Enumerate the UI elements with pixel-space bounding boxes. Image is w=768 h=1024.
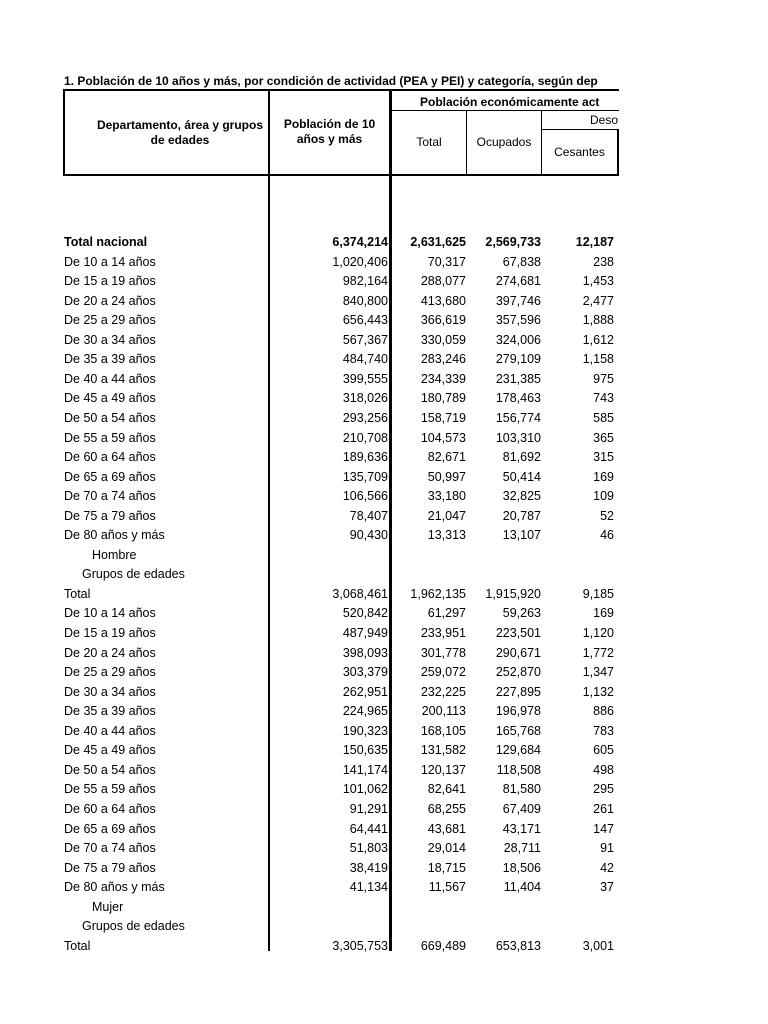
cell-cesantes: 365 [593, 430, 614, 445]
table-row [0, 878, 768, 898]
row-label: Total [64, 586, 91, 601]
row-label: De 75 a 79 años [64, 508, 156, 523]
cell-total: 13,313 [427, 528, 466, 543]
header-cesantes: Cesantes [554, 145, 605, 159]
cell-total: 131,582 [420, 743, 466, 758]
cell-cesantes: 12,187 [575, 235, 614, 249]
cell-ocupados: 279,109 [495, 352, 541, 367]
table-row [0, 429, 768, 449]
cell-cesantes: 1,120 [582, 626, 614, 640]
cell-cesantes: 1,888 [582, 313, 614, 328]
cell-poblacion: 101,062 [342, 782, 388, 797]
pea-underline [391, 110, 619, 111]
cell-cesantes: 1,347 [582, 665, 614, 680]
cell-cesantes: 42 [600, 860, 614, 875]
cell-cesantes: 9,185 [582, 586, 614, 601]
cell-cesantes: 605 [593, 743, 614, 758]
cell-total: 158,719 [420, 410, 466, 425]
cell-ocupados: 178,463 [495, 391, 541, 406]
cell-total: 104,573 [420, 430, 466, 445]
row-label: De 65 a 69 años [64, 821, 156, 836]
cell-ocupados: 13,107 [502, 528, 541, 543]
row-label: De 60 a 64 años [64, 450, 156, 465]
row-label: De 15 a 19 años [64, 274, 156, 289]
cell-poblacion: 567,367 [342, 332, 388, 347]
row-label: De 50 a 54 años [64, 762, 156, 777]
row-label: De 15 a 19 años [64, 626, 156, 640]
cell-poblacion: 982,164 [342, 274, 388, 289]
table-row [0, 507, 768, 527]
row-label: De 30 a 34 años [64, 332, 156, 347]
cell-ocupados: 223,501 [495, 626, 541, 640]
cell-ocupados: 20,787 [502, 508, 541, 523]
cell-ocupados: 81,692 [502, 450, 541, 465]
table-row [0, 350, 768, 370]
cell-cesantes: 147 [593, 821, 614, 836]
header-desocupados: Deso [590, 113, 619, 127]
cell-poblacion: 487,949 [342, 626, 388, 640]
cell-total: 29,014 [427, 841, 466, 856]
cell-poblacion: 840,800 [342, 293, 388, 308]
cell-cesantes: 498 [593, 762, 614, 777]
cell-cesantes: 1,612 [582, 332, 614, 347]
desoc-underline [542, 129, 619, 130]
table-row [0, 722, 768, 742]
table-row [0, 253, 768, 273]
cell-cesantes: 585 [593, 410, 614, 425]
cell-total: 330,059 [420, 332, 466, 347]
row-label: De 30 a 34 años [64, 684, 156, 699]
cell-total: 233,951 [420, 626, 466, 640]
cell-poblacion: 64,441 [349, 821, 388, 836]
cell-poblacion: 399,555 [342, 371, 388, 386]
row-label: De 35 a 39 años [64, 352, 156, 367]
cell-total: 232,225 [420, 684, 466, 699]
header-top-border [63, 89, 619, 91]
table-row [0, 683, 768, 703]
table-row [0, 468, 768, 488]
cell-ocupados: 28,711 [503, 841, 541, 856]
cell-ocupados: 129,684 [495, 743, 541, 758]
table-row [0, 526, 768, 546]
table-row [0, 604, 768, 624]
table-row [0, 389, 768, 409]
table-row [0, 409, 768, 429]
cell-poblacion: 51,803 [349, 841, 388, 856]
row-label: De 45 a 49 años [64, 743, 156, 758]
cell-poblacion: 6,374,214 [332, 235, 388, 249]
cell-poblacion: 78,407 [349, 508, 388, 523]
cell-ocupados: 324,006 [495, 332, 541, 347]
cell-cesantes: 783 [593, 723, 614, 738]
table-title: 1. Población de 10 años y más, por condición de actividad (PEA y PEI) y categoría, según dep [64, 74, 598, 88]
table-row [0, 820, 768, 840]
table-row [0, 487, 768, 507]
cell-total: 68,255 [427, 801, 466, 816]
header-dept: Departamento, área y grupos de edades [96, 118, 264, 147]
cell-cesantes: 169 [593, 469, 614, 484]
row-label: De 80 años y más [64, 880, 165, 895]
row-label: De 10 a 14 años [64, 254, 156, 269]
cell-cesantes: 91 [600, 841, 614, 856]
cell-poblacion: 141,174 [342, 762, 388, 777]
table-row [0, 780, 768, 800]
cell-total: 180,789 [420, 391, 466, 406]
table-row [0, 839, 768, 859]
cell-total: 18,715 [427, 860, 466, 875]
cell-total: 259,072 [420, 665, 466, 680]
cell-ocupados: 50,414 [502, 469, 541, 484]
row-label: De 60 a 64 años [64, 801, 156, 816]
table-row [0, 898, 768, 918]
row-label: Total nacional [64, 235, 148, 249]
cell-ocupados: 274,681 [495, 274, 541, 289]
row-label: Grupos de edades [82, 919, 185, 934]
table-row [0, 233, 768, 253]
cell-cesantes: 37 [600, 880, 614, 895]
cell-ocupados: 397,746 [495, 293, 541, 308]
cell-total: 11,567 [428, 880, 466, 895]
row-label: De 70 a 74 años [64, 489, 156, 504]
cell-ocupados: 11,404 [503, 880, 541, 895]
cell-total: 1,962,135 [410, 586, 466, 601]
cell-ocupados: 81,580 [502, 782, 541, 797]
cell-cesantes: 1,453 [582, 274, 614, 289]
table-row [0, 292, 768, 312]
cell-poblacion: 189,636 [342, 450, 388, 465]
table-row [0, 800, 768, 820]
cell-poblacion: 1,020,406 [332, 254, 388, 269]
cell-poblacion: 41,134 [349, 880, 388, 895]
header-ocupados: Ocupados [476, 135, 532, 149]
cell-cesantes: 2,477 [582, 293, 614, 308]
cell-total: 234,339 [420, 371, 466, 386]
row-label: Hombre [92, 547, 137, 562]
cell-poblacion: 262,951 [342, 684, 388, 699]
cell-ocupados: 252,870 [495, 665, 541, 680]
cell-poblacion: 293,256 [342, 410, 388, 425]
cell-ocupados: 231,385 [495, 371, 541, 386]
table-row [0, 624, 768, 644]
header-pob: Población de 10 años y más [283, 117, 376, 146]
table-row [0, 702, 768, 722]
table-row [0, 741, 768, 761]
row-label: De 50 a 54 años [64, 410, 156, 425]
row-label: De 65 a 69 años [64, 469, 156, 484]
cell-cesantes: 169 [593, 606, 614, 621]
cell-ocupados: 118,508 [496, 762, 541, 777]
cell-total: 413,680 [420, 293, 466, 308]
cell-poblacion: 90,430 [349, 528, 388, 543]
cell-poblacion: 3,068,461 [332, 586, 388, 601]
cell-total: 21,047 [427, 508, 466, 523]
row-label: Grupos de edades [82, 567, 185, 582]
row-label: De 75 a 79 años [64, 860, 156, 875]
table-row [0, 644, 768, 664]
table-row [0, 546, 768, 566]
cell-cesantes: 109 [593, 489, 614, 504]
table-row [0, 565, 768, 585]
cell-cesantes: 1,132 [582, 684, 614, 699]
table-row [0, 370, 768, 390]
cell-cesantes: 1,158 [582, 352, 614, 367]
cell-total: 70,317 [427, 254, 466, 269]
row-label: Total [64, 938, 91, 953]
cell-total: 43,681 [427, 821, 466, 836]
cell-poblacion: 91,291 [349, 801, 388, 816]
header-bottom-border [63, 174, 619, 176]
cell-poblacion: 484,740 [342, 352, 388, 367]
cell-cesantes: 886 [593, 704, 614, 719]
cell-cesantes: 315 [593, 450, 614, 465]
cell-poblacion: 38,419 [349, 860, 388, 875]
cell-ocupados: 653,813 [495, 938, 541, 953]
cell-ocupados: 1,915,920 [485, 586, 541, 601]
cell-cesantes: 238 [593, 254, 614, 269]
divider-ocupados [541, 110, 542, 175]
table-row [0, 859, 768, 879]
cell-total: 61,297 [427, 606, 466, 621]
cell-poblacion: 210,708 [342, 430, 388, 445]
table-row [0, 448, 768, 468]
cell-total: 82,671 [427, 450, 466, 465]
cell-poblacion: 106,566 [342, 489, 388, 504]
cell-poblacion: 303,379 [342, 665, 388, 680]
cell-ocupados: 67,838 [502, 254, 541, 269]
table-row [0, 761, 768, 781]
cell-poblacion: 224,965 [342, 704, 388, 719]
cell-poblacion: 3,305,753 [332, 938, 388, 953]
cell-cesantes: 295 [593, 782, 614, 797]
cell-cesantes: 743 [593, 391, 614, 406]
cell-poblacion: 656,443 [342, 313, 388, 328]
row-label: De 80 años y más [64, 528, 165, 543]
cell-total: 366,619 [420, 313, 466, 328]
cell-total: 283,246 [420, 352, 466, 367]
cell-total: 50,997 [427, 469, 466, 484]
cell-total: 669,489 [420, 938, 466, 953]
cell-poblacion: 318,026 [342, 391, 388, 406]
table-row [0, 311, 768, 331]
divider-cesantes [617, 129, 619, 175]
cell-cesantes: 3,001 [582, 938, 614, 953]
cell-ocupados: 67,409 [502, 801, 541, 816]
cell-poblacion: 135,709 [342, 469, 388, 484]
table-row [0, 663, 768, 683]
table-row [0, 331, 768, 351]
cell-total: 288,077 [420, 274, 466, 289]
row-label: De 35 a 39 años [64, 704, 156, 719]
cell-poblacion: 190,323 [342, 723, 388, 738]
cell-ocupados: 290,671 [495, 645, 541, 660]
row-label: De 45 a 49 años [64, 391, 156, 406]
row-label: De 20 a 24 años [64, 645, 156, 660]
cell-ocupados: 59,263 [502, 606, 541, 621]
cell-total: 33,180 [427, 489, 466, 504]
header-pea: Población económicamente act [420, 95, 600, 109]
cell-ocupados: 18,506 [502, 860, 541, 875]
cell-cesantes: 975 [593, 371, 614, 386]
table-row [0, 937, 768, 957]
row-label: De 70 a 74 años [64, 841, 156, 856]
cell-ocupados: 156,774 [495, 410, 541, 425]
row-label: De 10 a 14 años [64, 606, 156, 621]
cell-total: 82,641 [427, 782, 466, 797]
cell-ocupados: 103,310 [495, 430, 541, 445]
cell-ocupados: 357,596 [495, 313, 541, 328]
cell-ocupados: 227,895 [495, 684, 541, 699]
cell-cesantes: 261 [593, 801, 614, 816]
cell-ocupados: 2,569,733 [485, 235, 541, 249]
cell-total: 120,137 [420, 762, 466, 777]
cell-total: 301,778 [420, 645, 466, 660]
cell-ocupados: 196,978 [495, 704, 541, 719]
cell-poblacion: 520,842 [342, 606, 388, 621]
row-label: De 40 a 44 años [64, 371, 156, 386]
row-label: De 55 a 59 años [64, 782, 156, 797]
table-row [0, 585, 768, 605]
cell-total: 200,113 [421, 704, 466, 719]
row-label: De 55 a 59 años [64, 430, 156, 445]
left-border [63, 89, 65, 176]
cell-ocupados: 43,171 [502, 821, 541, 836]
row-label: De 40 a 44 años [64, 723, 156, 738]
table-row [0, 917, 768, 937]
row-label: De 25 a 29 años [64, 665, 156, 680]
cell-total: 2,631,625 [410, 235, 466, 249]
cell-poblacion: 398,093 [342, 645, 388, 660]
row-label: De 20 a 24 años [64, 293, 156, 308]
cell-cesantes: 46 [600, 528, 614, 543]
row-label: De 25 a 29 años [64, 313, 156, 328]
cell-cesantes: 52 [600, 508, 614, 523]
cell-cesantes: 1,772 [582, 645, 614, 660]
table-row [0, 272, 768, 292]
row-label: Mujer [92, 899, 124, 914]
cell-ocupados: 32,825 [502, 489, 541, 504]
header-total: Total [416, 135, 442, 149]
cell-total: 168,105 [420, 723, 466, 738]
cell-poblacion: 150,635 [342, 743, 388, 758]
cell-ocupados: 165,768 [495, 723, 541, 738]
